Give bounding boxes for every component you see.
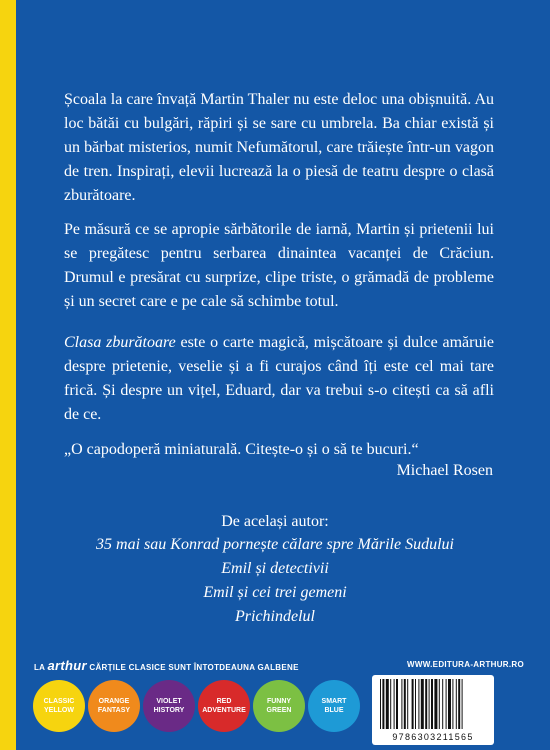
barcode-icon	[378, 679, 488, 729]
publisher-logo: arthur	[47, 658, 87, 673]
badge-line-2: BLUE	[324, 707, 344, 714]
collection-badge-funny-green	[253, 680, 305, 732]
badge-line-1: VIOLET	[156, 698, 182, 705]
barcode-bar	[462, 679, 463, 729]
badge-line-2: GREEN	[266, 707, 292, 714]
badge-line-1: FUNNY	[266, 698, 292, 705]
barcode-bar	[442, 679, 443, 729]
blurb-paragraph-3	[64, 331, 494, 427]
publisher-website: WWW.EDITURA-ARTHUR.RO	[407, 660, 524, 669]
badge-line-1: CLASSIC	[43, 698, 75, 705]
review-quote: „O capodoperă miniaturală. Citește-o și o să te bucuri.“	[64, 441, 419, 458]
badge-line-2: YELLOW	[44, 707, 74, 714]
barcode-bar	[429, 679, 430, 729]
also-by-title: Prichindelul	[235, 608, 315, 625]
barcode-bar	[412, 679, 414, 729]
barcode-bar	[439, 679, 440, 729]
barcode-bar	[390, 679, 391, 729]
collection-badge-classic-yellow	[33, 680, 85, 732]
barcode-bar	[425, 679, 427, 729]
barcode-bar	[415, 679, 416, 729]
publisher-tagline	[34, 658, 299, 673]
barcode-bar	[418, 679, 419, 729]
barcode-bar	[382, 679, 384, 729]
barcode-bar	[452, 679, 453, 729]
also-by-list	[0, 533, 550, 629]
badge-line-2: FANTASY	[97, 707, 131, 714]
blurb-paragraph-1: Școala la care învață Martin Thaler nu este deloc una obișnuită. Au loc bătăi cu bulgări, răpiri și se sare cu umbrela. Ba chiar există și un bărbat misterios, numit Nefumătorul, care trăiește într-un vagon de tren. Inspirați, elevii lucrează la o piesă de teatru despre o clasă zburătoare.	[64, 91, 494, 204]
barcode-bar	[431, 679, 433, 729]
barcode-bar	[458, 679, 460, 729]
also-by-title: Emil și detectivii	[221, 560, 329, 577]
badge-line-1: RED	[216, 698, 232, 705]
collection-badge-smart-blue	[308, 680, 360, 732]
badge-line-1: SMART	[321, 698, 347, 705]
barcode-bar	[434, 679, 437, 729]
barcode-bar	[396, 679, 398, 729]
tagline-prefix: LA	[34, 663, 45, 672]
isbn-barcode	[372, 675, 494, 745]
barcode-bar	[407, 679, 408, 729]
barcode-bar	[394, 679, 395, 729]
tagline-text: CĂRȚILE CLASICE SUNT ÎNTOTDEAUNA GALBENE	[89, 663, 299, 672]
also-by-title: Emil și cei trei gemeni	[203, 584, 347, 601]
barcode-bar	[380, 679, 381, 729]
collection-badge-red-adventure	[198, 680, 250, 732]
isbn-number: 9786303211565	[392, 732, 474, 742]
barcode-bar	[421, 679, 424, 729]
barcode-bar	[401, 679, 402, 729]
collection-badge-violet-history	[143, 680, 195, 732]
barcode-bar	[386, 679, 389, 729]
footer-bar	[16, 654, 550, 674]
barcode-bar	[446, 679, 447, 729]
also-by-title: 35 mai sau Konrad pornește călare spre Mările Sudului	[96, 536, 454, 553]
barcode-bar	[456, 679, 457, 729]
badge-line-1: ORANGE	[98, 698, 130, 705]
collection-badge-orange-fantasy	[88, 680, 140, 732]
quote-author: Michael Rosen	[396, 462, 493, 479]
also-by-heading: De același autor:	[221, 513, 329, 530]
blurb-paragraph-3-text: este o carte magică, mișcătoare și dulce amăruie despre prietenie, veselie și a fi curajos când îți este cel mai tare frică. Și despre un vițel, Eduard, dar va trebui s-o citești ca să afli de ce.	[64, 334, 494, 423]
badge-line-2: ADVENTURE	[202, 707, 246, 714]
barcode-bar	[404, 679, 406, 729]
yellow-spine-strip	[0, 0, 16, 750]
badge-line-2: HISTORY	[153, 707, 185, 714]
book-title-inline: Clasa zburătoare	[64, 334, 176, 351]
barcode-bar	[448, 679, 451, 729]
blurb-paragraph-2: Pe măsură ce se apropie sărbătorile de iarnă, Martin și prietenii lui se pregătesc pentru serbarea dinaintea vacanței de Crăciun. Drumul e presărat cu surprize, clipe triste, o grămadă de probleme și un secret care e pe cale să schimbe totul.	[64, 221, 494, 310]
